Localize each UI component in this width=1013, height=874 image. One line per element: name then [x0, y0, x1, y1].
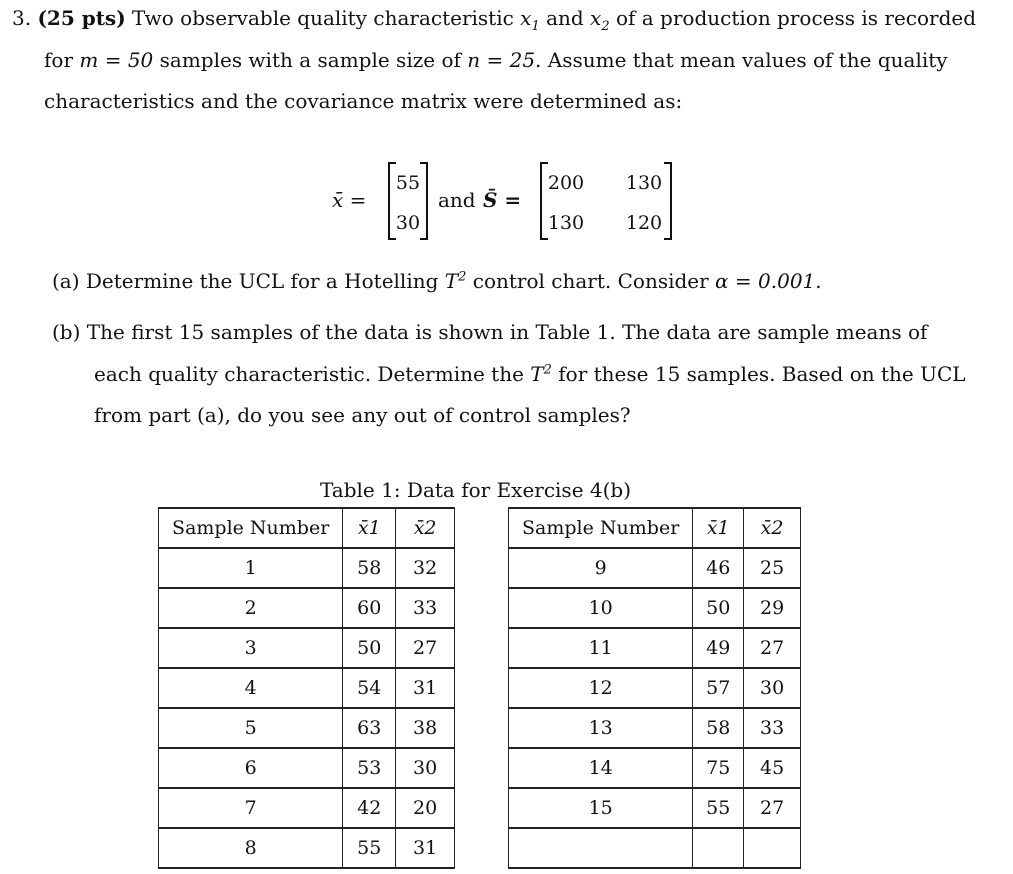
table-row [159, 548, 455, 588]
table-row [159, 708, 455, 748]
and-text: and [438, 188, 476, 212]
s-value-11: 200 [547, 172, 585, 194]
problem-line-1: 3. (25 pts) Two observable quality characteristic $x_1$ and $x_2$ of a production process is recorded [12, 6, 977, 34]
table-row [159, 788, 455, 828]
table-row [509, 788, 801, 828]
x1-cell: 53 [343, 748, 396, 788]
problem-line-2: for m = 50 samples with a sample size of n = 25. Assume that mean values of the quality [44, 48, 948, 72]
x2-cell: 31 [396, 828, 455, 868]
x2-cell: 33 [396, 588, 455, 628]
sbar-label: S̄ = [483, 188, 522, 212]
x2-cell: 25 [744, 548, 801, 588]
table-row [159, 628, 455, 668]
alpha-value: α = 0.001. [715, 269, 822, 293]
sample-number-cell: 9 [509, 548, 693, 588]
table-row [509, 588, 801, 628]
s-value-12: 130 [625, 172, 663, 194]
x1-cell: 46 [693, 548, 744, 588]
sample-number-cell: 3 [159, 628, 343, 668]
x2-cell [744, 828, 801, 868]
table-row [509, 708, 801, 748]
m-expression: m = 50 [79, 48, 154, 72]
table-row [159, 748, 455, 788]
part-b-line-2: each quality characteristic. Determine the $T^2$ for these 15 samples. Based on the UCL [94, 362, 966, 386]
part-b-line-3: from part (a), do you see any out of control samples? [94, 403, 631, 427]
sample-number-cell: 6 [159, 748, 343, 788]
n-expression: n = 25. [467, 48, 542, 72]
x2-cell: 45 [744, 748, 801, 788]
table-row [509, 628, 801, 668]
x1-cell: 54 [343, 668, 396, 708]
table-row [509, 828, 801, 868]
header-sample-number: Sample Number [159, 508, 343, 548]
x1-cell: 75 [693, 748, 744, 788]
sample-number-cell: 2 [159, 588, 343, 628]
sample-number-cell: 10 [509, 588, 693, 628]
sample-number-cell: 11 [509, 628, 693, 668]
right-bracket [664, 162, 672, 240]
x1-symbol: $x_1$ [520, 6, 540, 34]
sample-number-cell: 13 [509, 708, 693, 748]
x1-cell: 60 [343, 588, 396, 628]
table-row [509, 548, 801, 588]
sample-number-cell: 1 [159, 548, 343, 588]
header-x1: x̄1 [693, 508, 744, 548]
x2-cell: 38 [396, 708, 455, 748]
x1-cell: 49 [693, 628, 744, 668]
problem-number: 3. [12, 6, 32, 30]
sample-number-cell: 4 [159, 668, 343, 708]
s-value-21: 130 [547, 212, 585, 234]
x2-cell: 30 [396, 748, 455, 788]
sample-number-cell: 15 [509, 788, 693, 828]
part-b-label: (b) [52, 320, 81, 344]
problem-points: (25 pts) [37, 6, 126, 30]
s-value-22: 120 [625, 212, 663, 234]
sample-number-cell: 8 [159, 828, 343, 868]
x1-cell: 42 [343, 788, 396, 828]
table-caption: Table 1: Data for Exercise 4(b) [320, 478, 632, 502]
x2-symbol: $x_2$ [590, 6, 610, 34]
part-a-label: (a) [52, 269, 80, 293]
x1-cell [693, 828, 744, 868]
part-a: (a) Determine the UCL for a Hotelling $T^2$ control chart. Consider α = 0.001. [52, 269, 822, 293]
x2-cell: 20 [396, 788, 455, 828]
x1-cell: 50 [343, 628, 396, 668]
x2-cell: 27 [396, 628, 455, 668]
x1-cell: 50 [693, 588, 744, 628]
x2-cell: 27 [744, 788, 801, 828]
sample-number-cell [509, 828, 693, 868]
x1-cell: 55 [343, 828, 396, 868]
table-row [509, 748, 801, 788]
header-x1: x̄1 [343, 508, 396, 548]
problem-line-3: characteristics and the covariance matrix were determined as: [44, 89, 683, 113]
x2-cell: 30 [744, 668, 801, 708]
x1-cell: 58 [693, 708, 744, 748]
part-b-line-1: (b) The first 15 samples of the data is shown in Table 1. The data are sample means of [52, 320, 928, 344]
header-x2: x̄2 [396, 508, 455, 548]
x2-cell: 31 [396, 668, 455, 708]
table-row [509, 668, 801, 708]
header-sample-number: Sample Number [509, 508, 693, 548]
xbar-value-1: 55 [395, 172, 421, 194]
x1-cell: 58 [343, 548, 396, 588]
x2-cell: 27 [744, 628, 801, 668]
sample-number-cell: 5 [159, 708, 343, 748]
xbar-value-2: 30 [395, 212, 421, 234]
table-row [159, 668, 455, 708]
data-table-left [158, 507, 455, 869]
table-row [159, 828, 455, 868]
x2-cell: 33 [744, 708, 801, 748]
header-x2: x̄2 [744, 508, 801, 548]
sample-number-cell: 12 [509, 668, 693, 708]
x2-cell: 32 [396, 548, 455, 588]
sample-number-cell: 14 [509, 748, 693, 788]
x1-cell: 55 [693, 788, 744, 828]
x1-cell: 57 [693, 668, 744, 708]
sample-number-cell: 7 [159, 788, 343, 828]
x1-cell: 63 [343, 708, 396, 748]
data-table-right [508, 507, 801, 869]
x2-cell: 29 [744, 588, 801, 628]
table-row [159, 588, 455, 628]
xbarbar-label: x̄̄ = [332, 188, 367, 212]
